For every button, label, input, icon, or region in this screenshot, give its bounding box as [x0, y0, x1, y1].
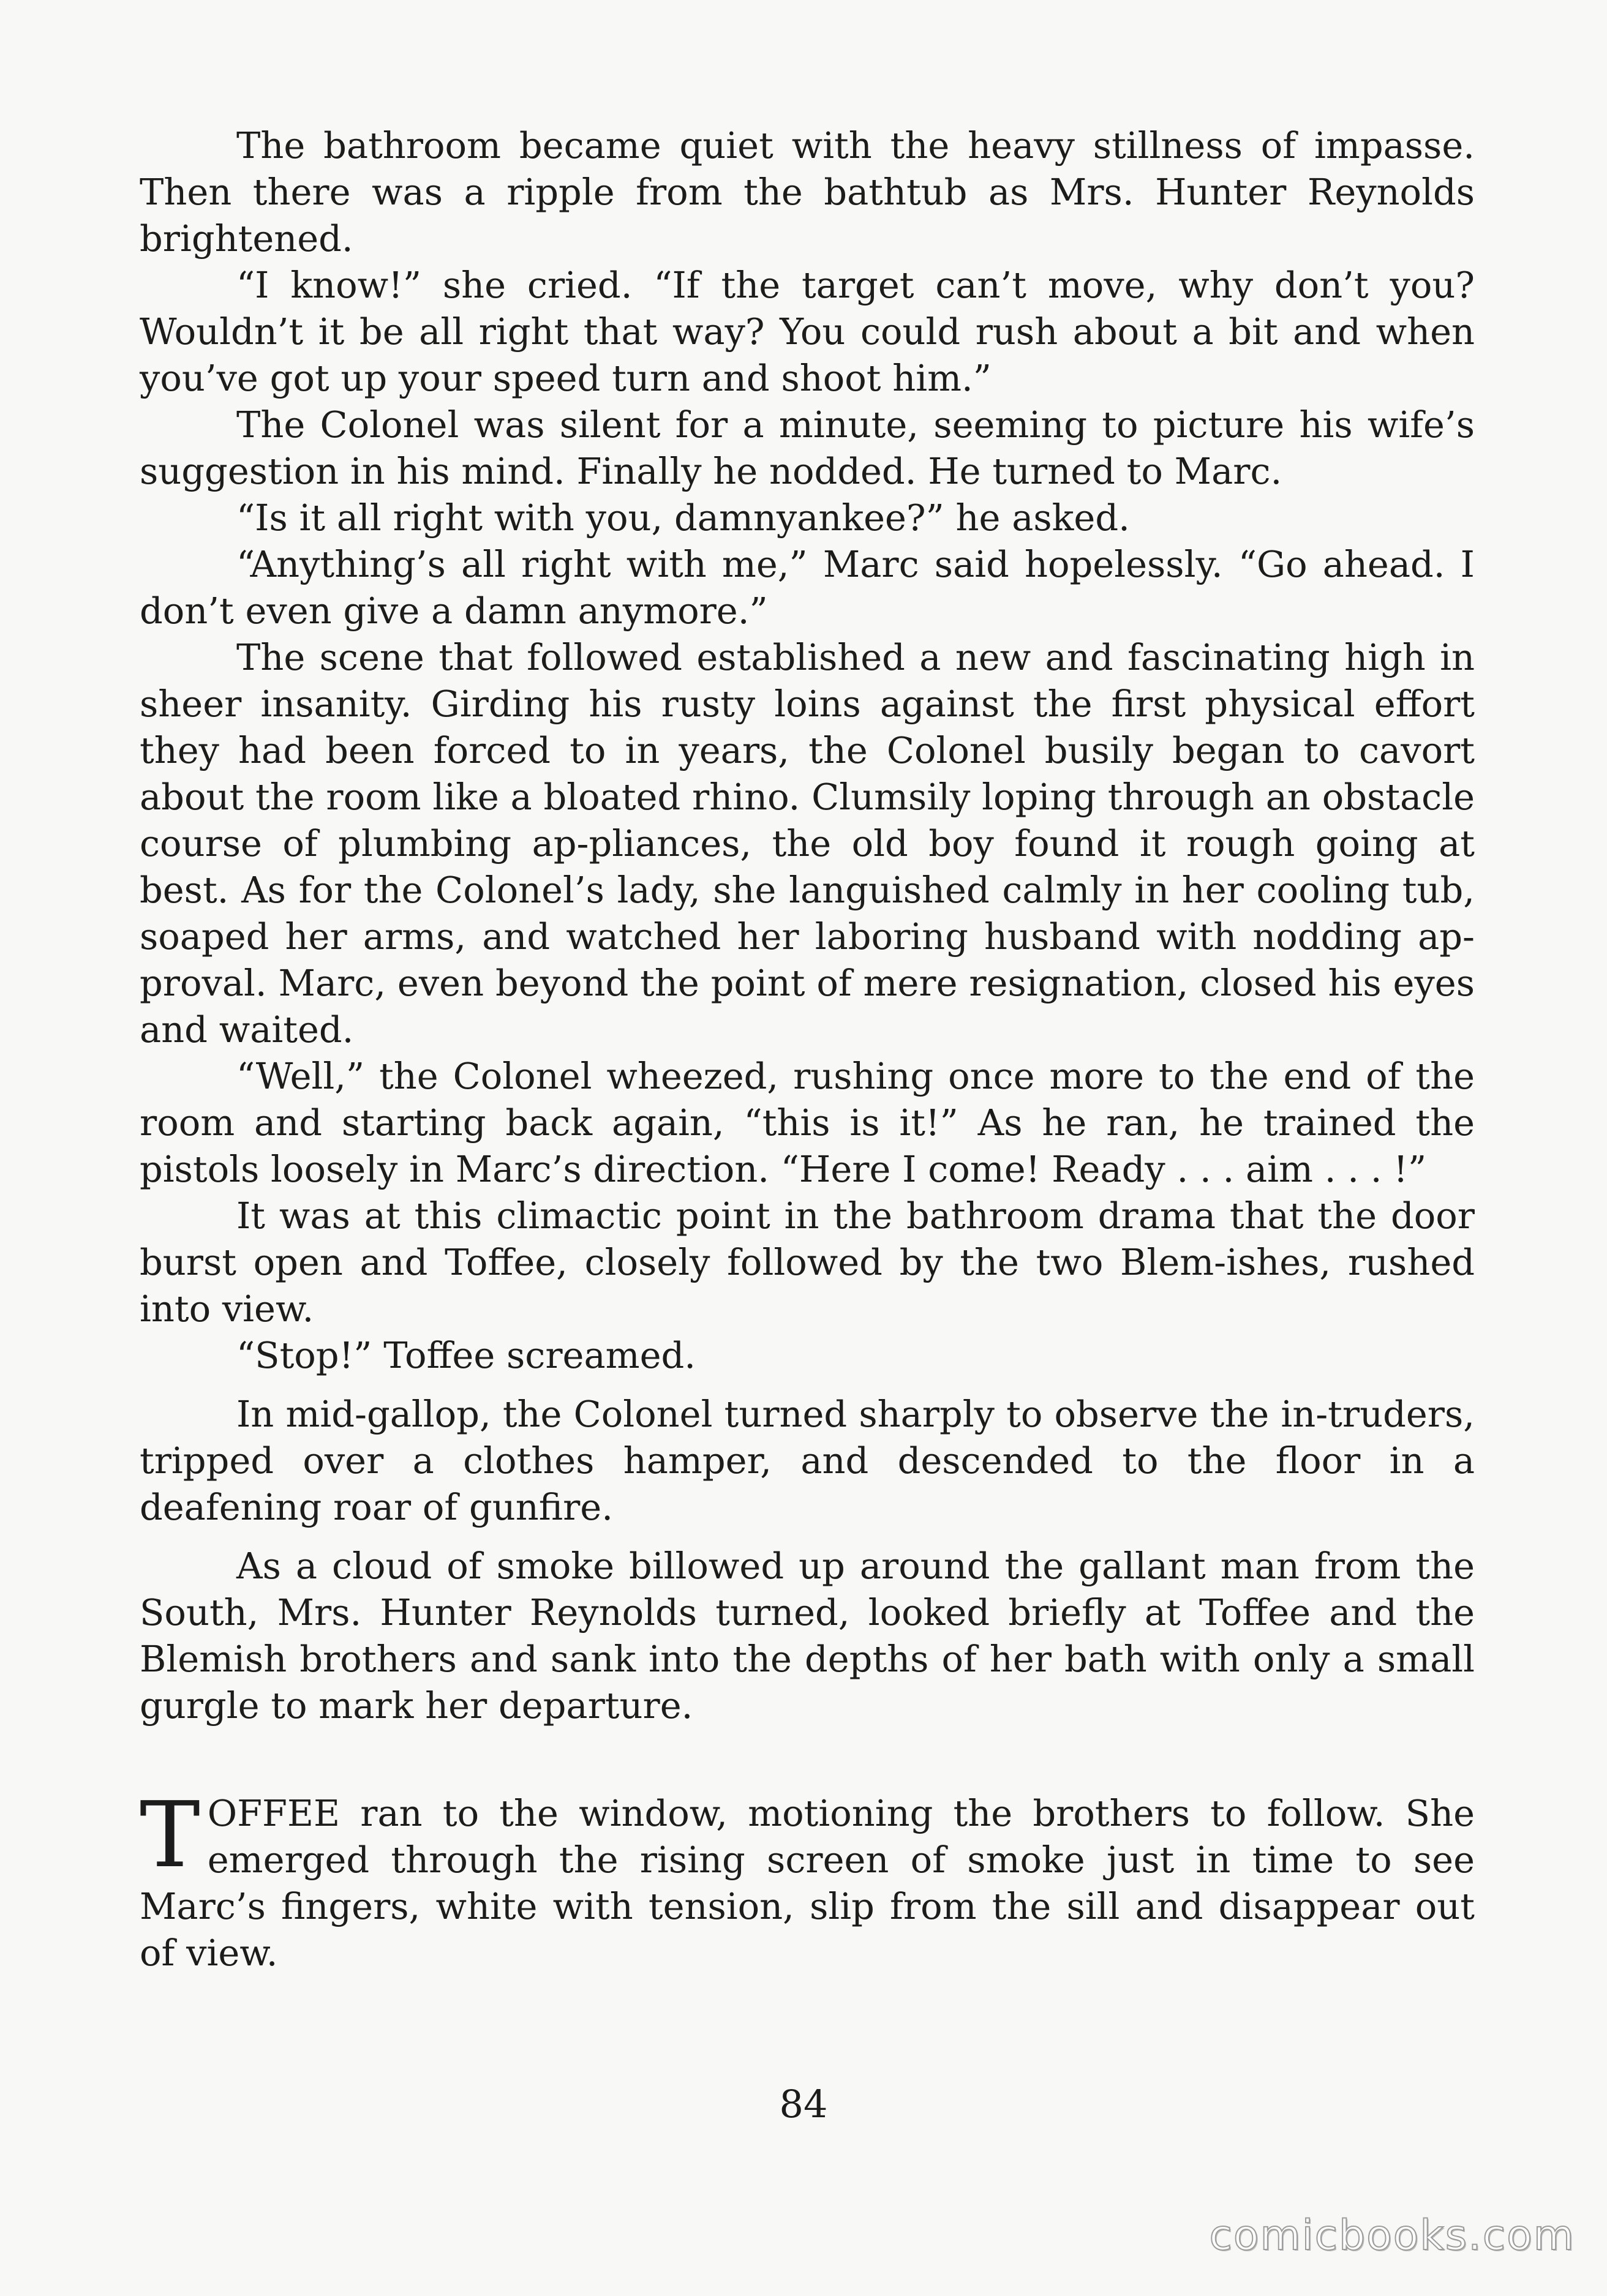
final-paragraph-text: OFFEE ran to the window, motioning the brothers to follow. She emerged through the rising screen of smoke just in time to see Marc’s fingers, white with tension, slip from the sill and disappear out of view.	[140, 1792, 1475, 1974]
page-number: 84	[779, 2082, 828, 2126]
paragraph-10: In mid-gallop, the Colonel turned sharply to observe the in-truders, tripped over a clothes hamper, and descended to the floor in a deafening roar of gunfire.	[140, 1393, 1475, 1528]
paragraph-3: The Colonel was silent for a minute, seeming to picture his wife’s suggestion in his mind. Finally he nodded. He turned to Marc.	[140, 403, 1475, 492]
paragraph-5: “Anything’s all right with me,” Marc said hopelessly. “Go ahead. I don’t even give a damn anymore.”	[140, 543, 1475, 632]
paragraph-7: “Well,” the Colonel wheezed, rushing once more to the end of the room and starting back again, “this is it!” As he ran, he trained the pistols loosely in Marc’s direction. “Here I come! Ready . . . aim . . . !”	[140, 1055, 1475, 1190]
body-text	[140, 122, 1475, 1976]
paragraph-1: The bathroom became quiet with the heavy stillness of impasse. Then there was a ripple from the bathtub as Mrs. Hunter Reynolds brightened.	[140, 124, 1475, 260]
paragraph-2: “I know!” she cried. “If the target can’t move, why don’t you? Wouldn’t it be all right that way? You could rush about a bit and when you’ve got up your speed turn and shoot him.”	[140, 264, 1475, 399]
paragraph-8: It was at this climactic point in the bathroom drama that the door burst open and Toffee, closely followed by the two Blem-ishes, rushed into view.	[140, 1195, 1475, 1330]
paragraph-9: “Stop!” Toffee screamed.	[236, 1334, 696, 1376]
drop-cap: T	[140, 1782, 200, 1888]
final-paragraph	[140, 1782, 1475, 1976]
paragraph-4: “Is it all right with you, damnyankee?” he asked.	[236, 497, 1130, 539]
watermark: comicbooks.com	[1209, 2212, 1575, 2260]
paragraph-6: The scene that followed established a new and fascinating high in sheer insanity. Girding his rusty loins against the first physical effort they had been forced to in years, the Colonel busily began to cavort about the room like a bloated rhino. Clumsily loping through an obstacle course of plumbing ap-pliances, the old boy found it rough going at best. As for the Colonel’s lady, she languished calmly in her cooling tub, soaped her arms, and watched her laboring husband with nodding ap-proval. Marc, even beyond the point of mere resignation, closed his eyes and waited.	[140, 636, 1475, 1051]
paragraph-11: As a cloud of smoke billowed up around the gallant man from the South, Mrs. Hunter Reynolds turned, looked briefly at Toffee and the Blemish brothers and sank into the depths of her bath with only a small gurgle to mark her departure.	[140, 1545, 1475, 1727]
